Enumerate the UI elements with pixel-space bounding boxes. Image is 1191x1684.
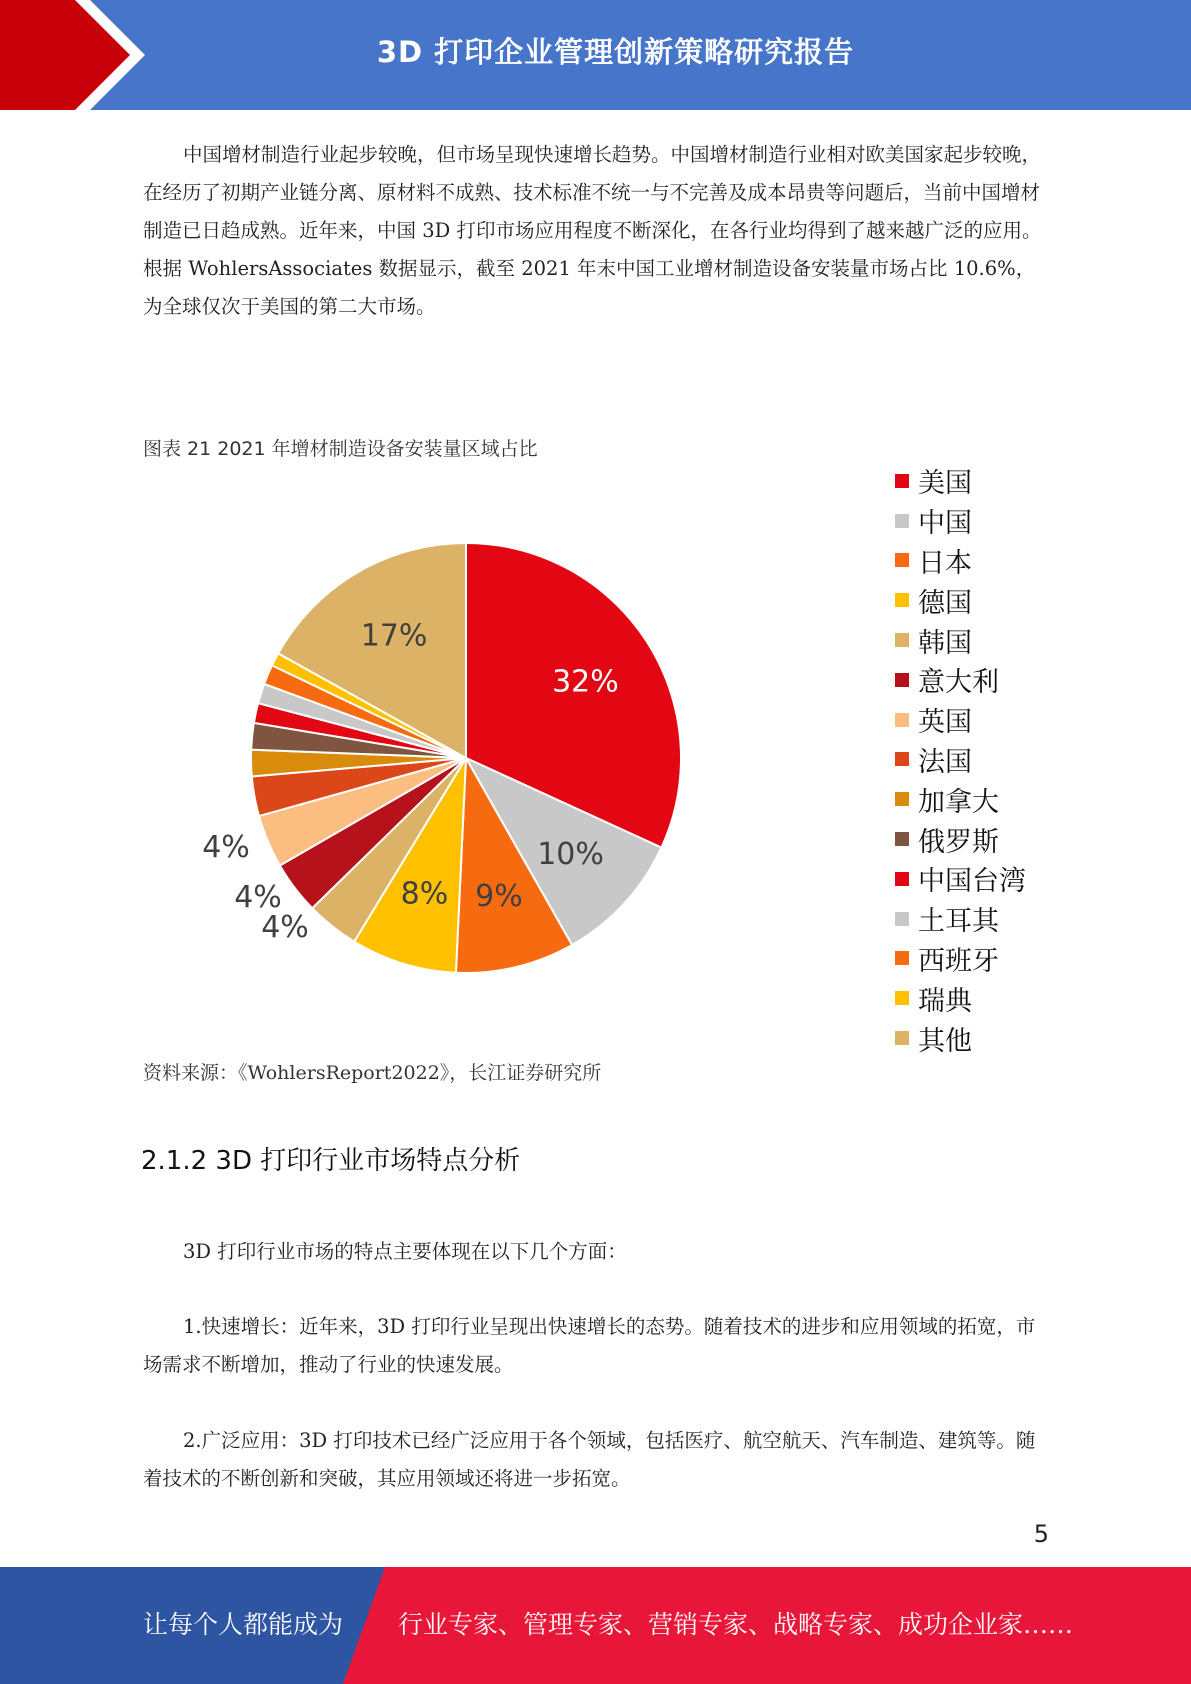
page-number: 5	[1033, 1520, 1049, 1548]
legend-swatch	[895, 514, 909, 528]
legend-item	[895, 899, 1026, 939]
pie-data-label-3: 9%	[475, 879, 523, 915]
legend-item	[895, 819, 1026, 859]
legend-item	[895, 660, 1026, 700]
pie-chart	[0, 455, 800, 1015]
paragraph-rapid-growth: 1.快速增长：近年来，3D 打印行业呈现出快速增长的态势。随着技术的进步和应用领域的拓宽，市场需求不断增加，推动了行业的快速发展。	[143, 1315, 1036, 1376]
pie-data-label-2: 10%	[537, 836, 604, 872]
legend-swatch	[895, 673, 909, 687]
page-footer	[0, 1567, 1191, 1684]
legend-label: 美国	[918, 468, 972, 500]
legend-label: 俄罗斯	[918, 826, 999, 858]
section-heading: 2.1.2 3D 打印行业市场特点分析	[141, 1146, 521, 1176]
legend-swatch	[895, 991, 909, 1005]
source-note: 资料来源：《WohlersReport2022》，长江证券研究所	[143, 1062, 602, 1084]
legend-item	[895, 740, 1026, 780]
legend-label: 法国	[918, 746, 972, 778]
page-title: 3D 打印企业管理创新策略研究报告	[376, 35, 855, 69]
legend-swatch	[895, 792, 909, 806]
legend-item	[895, 501, 1026, 541]
footer-slogan-left: 让每个人都能成为	[143, 1610, 344, 1639]
pie-data-label-4: 8%	[400, 876, 449, 912]
legend-item	[895, 939, 1026, 979]
figure-caption: 图表 21 2021 年增材制造设备安装量区域占比	[143, 438, 538, 460]
legend-swatch	[895, 474, 909, 488]
legend-item	[895, 1018, 1026, 1058]
pie-data-label-15: 17%	[360, 618, 428, 654]
legend-swatch	[895, 633, 909, 647]
legend-swatch	[895, 951, 909, 965]
legend-swatch	[895, 713, 909, 727]
legend-label: 西班牙	[918, 945, 999, 977]
legend-label: 中国	[918, 508, 972, 540]
paragraph-intro: 3D 打印行业市场的特点主要体现在以下几个方面：	[183, 1240, 627, 1263]
legend-swatch	[895, 593, 909, 607]
legend-item	[895, 779, 1026, 819]
legend-label: 英国	[918, 707, 972, 739]
legend-label: 德国	[918, 587, 972, 619]
legend-item	[895, 859, 1026, 899]
legend-label: 加拿大	[918, 786, 999, 818]
pie-data-label-5: 4%	[261, 910, 309, 945]
chart-legend	[895, 461, 1026, 1058]
legend-swatch	[895, 553, 909, 567]
pie-data-label-6: 4%	[234, 880, 282, 915]
legend-item	[895, 541, 1026, 581]
legend-label: 中国台湾	[918, 866, 1026, 898]
legend-swatch	[895, 1031, 909, 1045]
legend-label: 其他	[918, 1025, 972, 1057]
legend-item	[895, 700, 1026, 740]
legend-label: 意大利	[918, 667, 999, 699]
legend-item	[895, 461, 1026, 501]
legend-item	[895, 580, 1026, 620]
legend-item	[895, 620, 1026, 660]
legend-swatch	[895, 832, 909, 846]
pie-data-label-7: 4%	[202, 830, 250, 865]
pie-data-label-1: 32%	[552, 664, 619, 700]
legend-swatch	[895, 912, 909, 926]
legend-label: 土耳其	[918, 906, 999, 938]
footer-slogan-right: 行业专家、管理专家、营销专家、战略专家、成功企业家……	[398, 1610, 1074, 1639]
legend-label: 瑞典	[918, 985, 972, 1017]
intro-paragraph: 中国增材制造行业起步较晚，但市场呈现快速增长趋势。中国增材制造行业相对欧美国家起步较晚，在经历了初期产业链分离、原材料不成熟、技术标准不统一与不完善及成本昂贵等问题后，当前中国增材制造已日趋成熟。近年来，中国 3D 打印市场应用程度不断深化，在各行业均得到了越来越广泛的应用。根据 WohlersAssociates 数据显示，截至 2021 年末中国工业增材制造设备安装量市场占比 10.6%，为全球仅次于美国的第二大市场。	[143, 143, 1042, 318]
legend-swatch	[895, 872, 909, 886]
legend-label: 韩国	[918, 627, 972, 659]
paragraph-wide-application: 2.广泛应用：3D 打印技术已经广泛应用于各个领域，包括医疗、航空航天、汽车制造、建筑等。随着技术的不断创新和突破，其应用领域还将进一步拓宽。	[143, 1429, 1036, 1490]
page-header	[0, 0, 1191, 110]
legend-swatch	[895, 752, 909, 766]
legend-item	[895, 978, 1026, 1018]
legend-label: 日本	[918, 547, 972, 579]
